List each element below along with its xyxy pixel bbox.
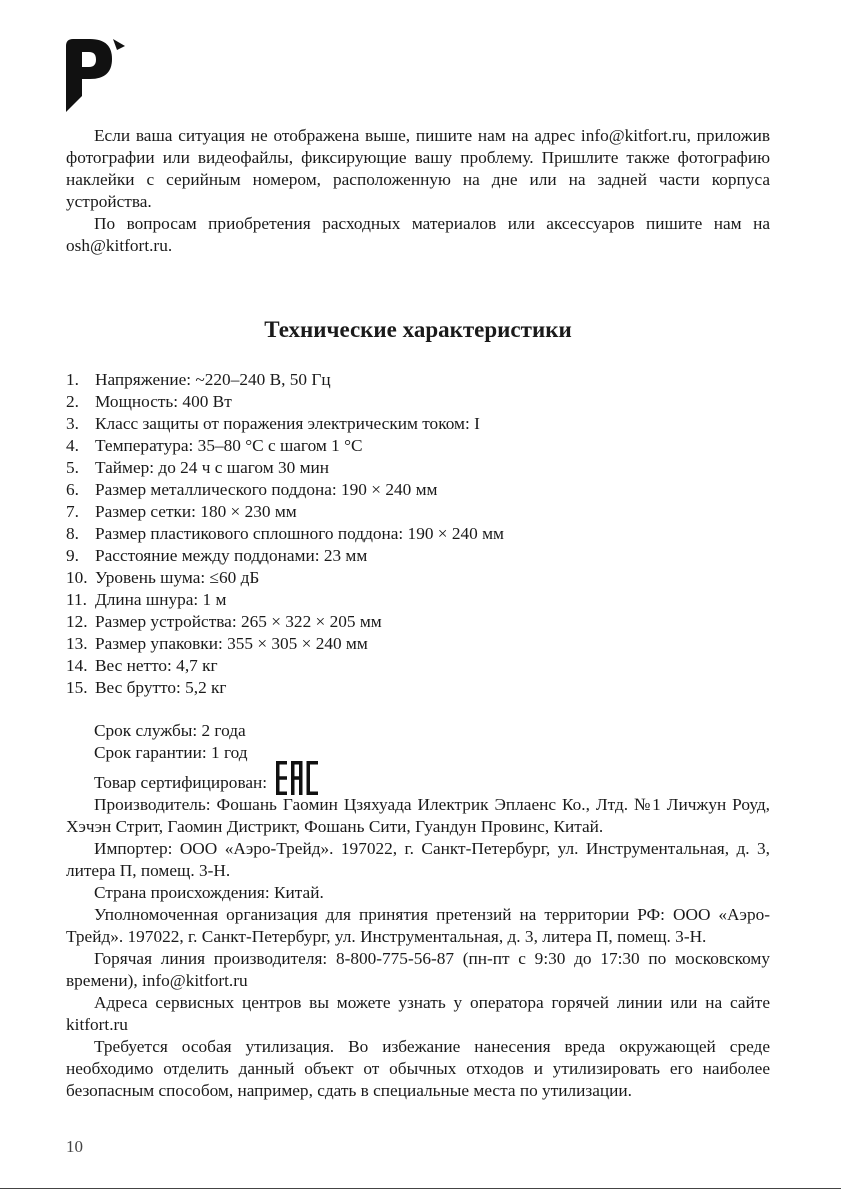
- spec-text: Вес нетто: 4,7 кг: [95, 656, 218, 675]
- spec-text: Размер металлического поддона: 190 × 240 мм: [95, 480, 438, 499]
- spec-text: Температура: 35–80 °C с шагом 1 °C: [95, 436, 363, 455]
- spec-item: [66, 545, 770, 567]
- specs-list: [66, 369, 770, 699]
- spec-item: [66, 479, 770, 501]
- spec-number: 11.: [66, 590, 87, 609]
- warranty-period: Срок гарантии: 1 год: [94, 743, 248, 762]
- spec-number: 12.: [66, 612, 88, 631]
- hotline-info: Горячая линия производителя: 8-800-775-56-87 (пн-пт с 9:30 до 17:30 по московскому времени), info@kitfort.ru: [66, 949, 770, 990]
- spec-number: 15.: [66, 678, 88, 697]
- spec-item: [66, 413, 770, 435]
- spec-item: [66, 589, 770, 611]
- spec-item: [66, 611, 770, 633]
- specs-heading: Технические характеристики: [264, 317, 572, 342]
- spec-item: [66, 523, 770, 545]
- spec-item: [66, 391, 770, 413]
- spec-number: 10.: [66, 568, 88, 587]
- spec-number: 14.: [66, 656, 88, 675]
- spec-text: Вес брутто: 5,2 кг: [95, 678, 227, 697]
- spec-number: 3.: [66, 414, 79, 433]
- service-life: Срок службы: 2 года: [94, 721, 246, 740]
- kitfort-logo-icon: [66, 36, 126, 112]
- spec-text: Расстояние между поддонами: 23 мм: [95, 546, 368, 565]
- spec-item: [66, 501, 770, 523]
- manufacturer-info: Производитель: Фошань Гаомин Цзяхуада Илектрик Эплаенс Ко., Лтд. №1 Личжун Роуд, Хэчэн Стрит, Гаомин Дистрикт, Фошань Сити, Гуандун Провинс, Китай.: [66, 795, 770, 836]
- certification-label: Товар сертифицирован:: [94, 773, 268, 792]
- spec-text: Размер устройства: 265 × 322 × 205 мм: [95, 612, 382, 631]
- eac-mark-icon: [276, 761, 318, 795]
- spec-item: [66, 633, 770, 655]
- spec-number: 2.: [66, 392, 79, 411]
- spec-text: Уровень шума: ≤60 дБ: [95, 568, 260, 587]
- spec-item: [66, 567, 770, 589]
- spec-text: Напряжение: ~220–240 В, 50 Гц: [95, 370, 331, 389]
- page-number: 10: [66, 1137, 83, 1156]
- spec-number: 9.: [66, 546, 79, 565]
- spec-number: 13.: [66, 634, 88, 653]
- spec-text: Класс защиты от поражения электрическим током: I: [95, 414, 480, 433]
- country-of-origin: Страна происхождения: Китай.: [94, 883, 324, 902]
- authorized-organization: Уполномоченная организация для принятия претензий на территории РФ: ООО «Аэро-Трейд». 197022, г. Санкт-Петербург, ул. Инструментальная, д. 3, литера П, помещ. 3-Н.: [66, 905, 770, 946]
- spec-text: Размер упаковки: 355 × 305 × 240 мм: [95, 634, 368, 653]
- accessories-paragraph: По вопросам приобретения расходных материалов или аксессуаров пишите нам на osh@kitfort.ru.: [66, 214, 770, 255]
- spec-number: 6.: [66, 480, 79, 499]
- spec-number: 5.: [66, 458, 79, 477]
- spec-text: Таймер: до 24 ч с шагом 30 мин: [95, 458, 330, 477]
- spec-text: Размер пластикового сплошного поддона: 190 × 240 мм: [95, 524, 504, 543]
- contact-paragraph: Если ваша ситуация не отображена выше, пишите нам на адрес info@kitfort.ru, приложив фотографии или видеофайлы, фиксирующие вашу проблему. Пришлите также фотографию наклейки с серийным номером, расположенную на дне или на задней части корпуса устройства.: [66, 126, 770, 211]
- bottom-rule: [0, 1188, 841, 1189]
- spec-item: [66, 457, 770, 479]
- spec-item: [66, 655, 770, 677]
- spec-text: Размер сетки: 180 × 230 мм: [95, 502, 297, 521]
- service-centers-info: Адреса сервисных центров вы можете узнать у оператора горячей линии или на сайте kitfort.ru: [66, 993, 770, 1034]
- spec-item: [66, 677, 770, 699]
- spec-item: [66, 435, 770, 457]
- importer-info: Импортер: ООО «Аэро-Трейд». 197022, г. Санкт-Петербург, ул. Инструментальная, д. 3, литера П, помещ. 3-Н.: [66, 839, 770, 880]
- spec-item: [66, 369, 770, 391]
- spec-text: Мощность: 400 Вт: [95, 392, 232, 411]
- spec-text: Длина шнура: 1 м: [95, 590, 227, 609]
- certification-line: [66, 764, 770, 794]
- disposal-info: Требуется особая утилизация. Во избежание нанесения вреда окружающей среде необходимо отделить данный объект от обычных отходов и утилизировать его наиболее безопасным способом, например, сдать в специальные места по утилизации.: [66, 1037, 770, 1100]
- service-section: [66, 720, 770, 1102]
- spec-number: 4.: [66, 436, 79, 455]
- spec-number: 7.: [66, 502, 79, 521]
- spec-number: 8.: [66, 524, 79, 543]
- intro-section: [66, 125, 770, 257]
- spec-number: 1.: [66, 370, 79, 389]
